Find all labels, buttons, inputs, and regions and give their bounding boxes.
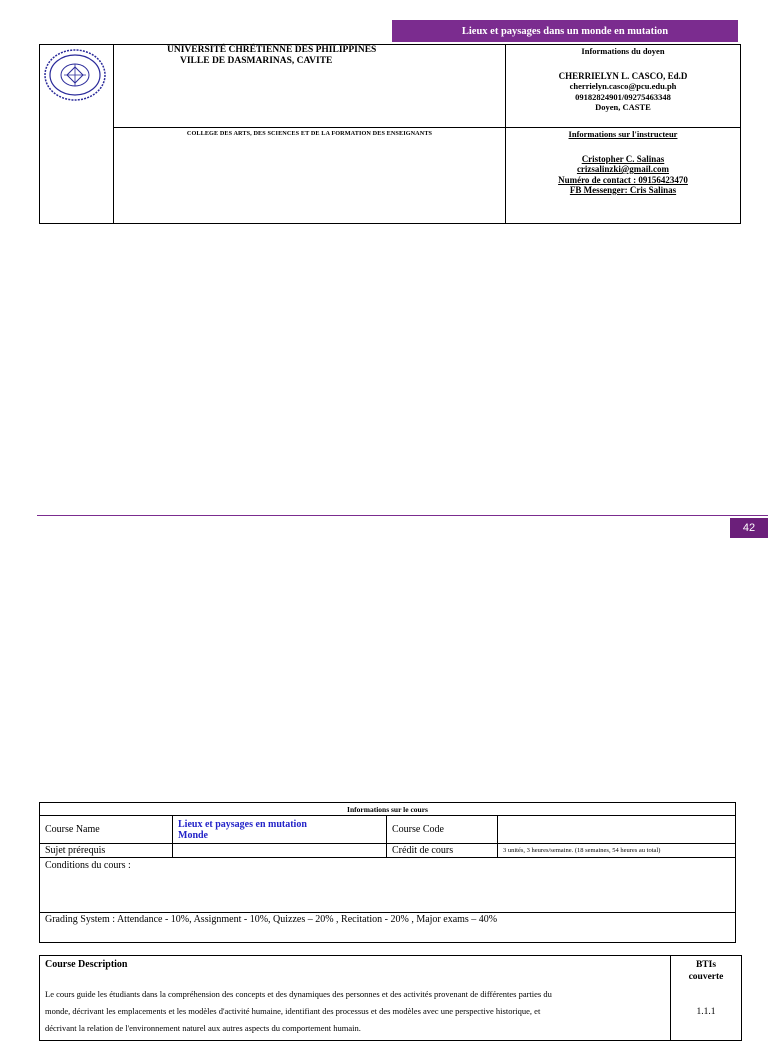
course-name-value: [173, 816, 387, 844]
university-location: VILLE DE DASMARINAS, CAVITE: [180, 56, 333, 66]
logo-cell: [40, 45, 114, 223]
dean-email: cherrielyn.casco@pcu.edu.ph: [569, 81, 677, 91]
course-description-cell: [40, 956, 671, 1041]
dean-title: Doyen, CASTE: [595, 102, 651, 112]
prereq-value: [173, 844, 387, 858]
course-description-table: [39, 955, 742, 1041]
banner-title: Lieux et paysages dans un monde en mutation: [461, 25, 669, 37]
course-name-line2: Monde: [178, 829, 208, 841]
course-code-value: [498, 816, 736, 844]
course-code-label: Course Code: [387, 816, 498, 844]
college-name: COLLEGE DES ARTS, DES SCIENCES ET DE LA FORMATION DES ENSEIGNANTS: [186, 130, 433, 137]
page-divider: [37, 515, 768, 516]
page-number-badge: [730, 518, 768, 538]
course-info-heading: Informations sur le cours: [40, 803, 736, 816]
college-cell: [114, 128, 506, 223]
course-name-label: Course Name: [40, 816, 173, 844]
instructor-contact: Numéro de contact : 09156423470: [558, 174, 688, 185]
instructor-info-cell: [506, 128, 740, 223]
credit-value: 3 unités, 3 heures/semaine. (18 semaines, 54 heures au total): [498, 844, 736, 858]
course-description-line1: Le cours guide les étudiants dans la compréhension des concepts et des dynamiques des personnes et des activités provenant de différentes parties du: [45, 989, 552, 999]
dean-heading: Informations du doyen: [581, 46, 665, 56]
course-description-line2: monde, décrivant les emplacements et les modèles d'activité humaine, identifiant des processus et des modèles avec une perspective historique, et: [45, 1006, 541, 1016]
instructor-email[interactable]: crizsalinzki@gmail.com: [576, 164, 670, 174]
university-cell: [114, 45, 506, 128]
btis-cell: [671, 956, 742, 1041]
btis-value: 1.1.1: [696, 1007, 716, 1017]
course-description-heading: Course Description: [45, 959, 128, 970]
dean-info-cell: [506, 45, 740, 128]
document-title-banner: [392, 20, 738, 42]
course-conditions: Conditions du cours :: [40, 858, 736, 913]
instructor-heading: Informations sur l'instructeur: [568, 129, 678, 139]
course-info-table: [39, 802, 736, 943]
grading-system: Grading System : Attendance - 10%, Assignment - 10%, Quizzes – 20% , Recitation - 20% , Major exams – 40%: [40, 913, 736, 943]
instructor-messenger: FB Messenger: Cris Salinas: [569, 185, 677, 195]
course-name-line1: Lieux et paysages en mutation: [178, 818, 307, 830]
credit-label: Crédit de cours: [387, 844, 498, 858]
btis-heading-line2: couverte: [688, 972, 724, 982]
instructor-name: Cristopher C. Salinas: [581, 153, 665, 164]
university-name: UNIVERSITÉ CHRÉTIENNE DES PHILIPPINES: [167, 45, 377, 55]
page-number: 42: [742, 522, 756, 534]
header-table: [39, 44, 741, 224]
btis-heading-line1: BTIs: [695, 960, 717, 970]
dean-name: CHERRIELYN L. CASCO, Ed.D: [558, 70, 688, 81]
course-description-line3: décrivant la relation de l'environnement naturel aux autres aspects du comportement humain.: [45, 1023, 361, 1033]
prereq-label: Sujet prérequis: [40, 844, 173, 858]
university-seal-logo: [43, 48, 107, 102]
dean-phone: 09182824901/09275463348: [575, 91, 671, 102]
